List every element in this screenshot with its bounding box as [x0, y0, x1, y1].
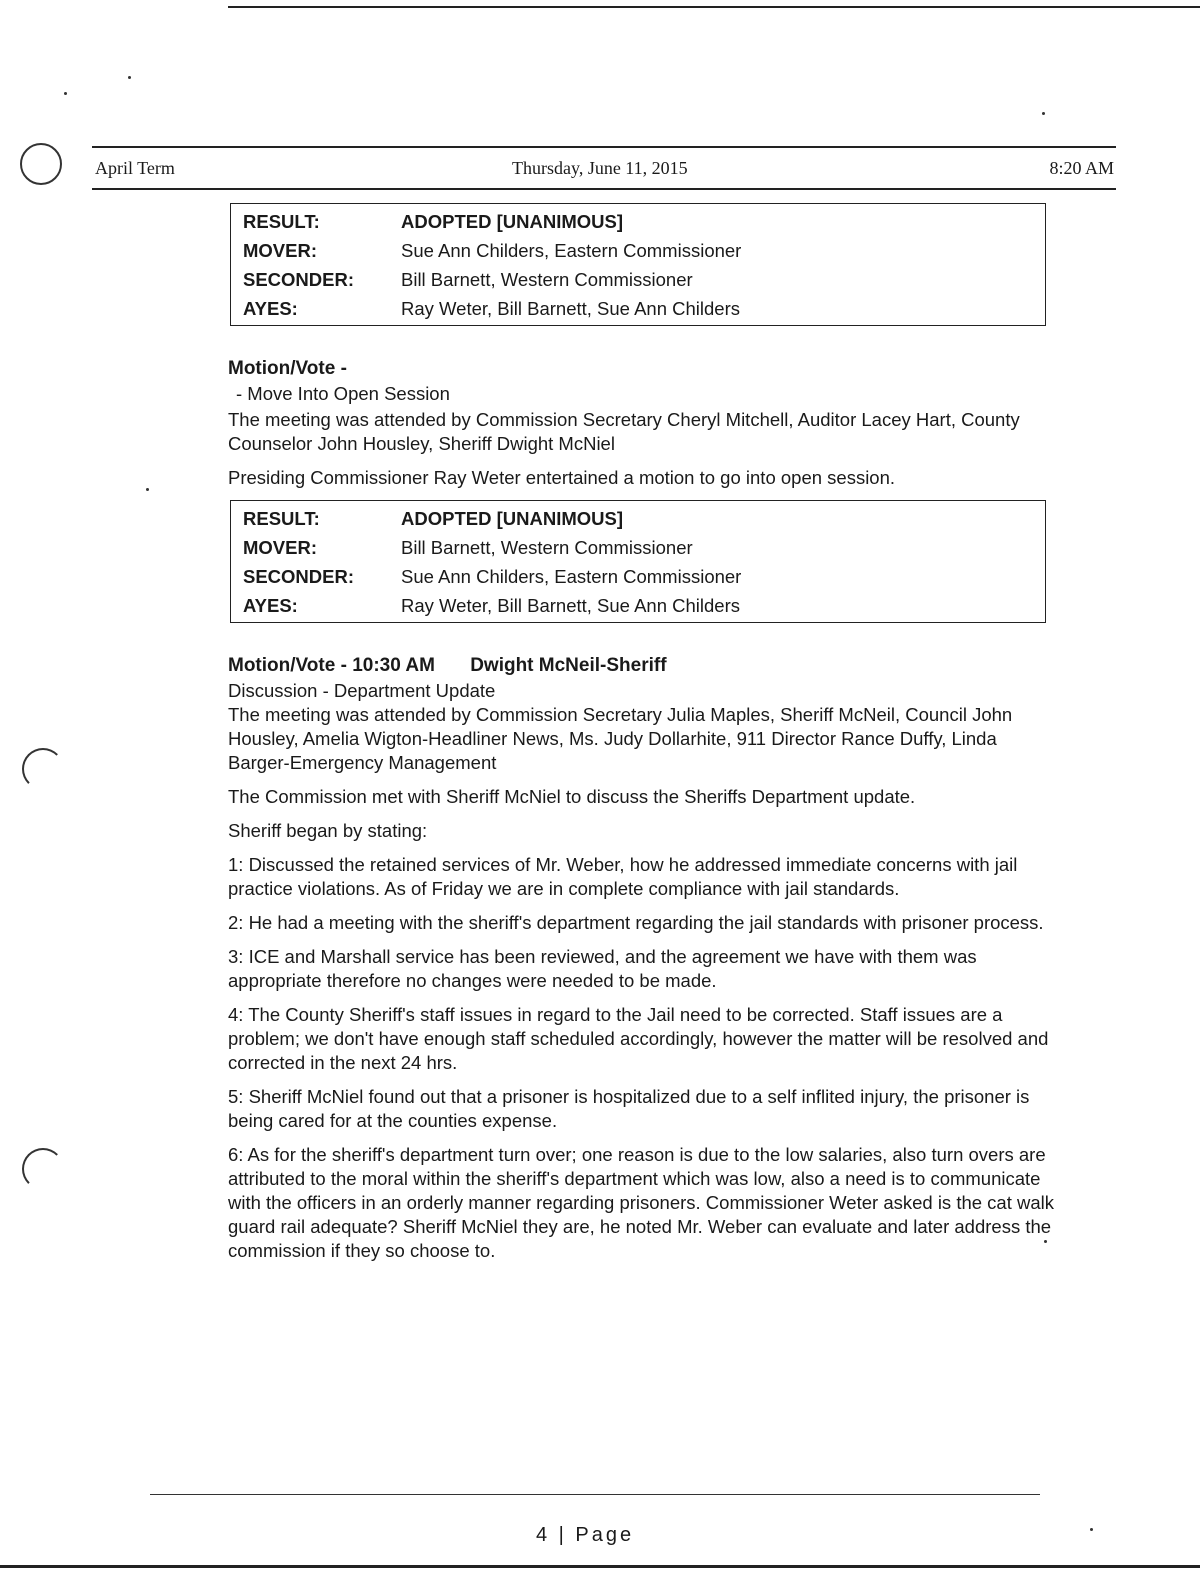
vote-value: ADOPTED [UNANIMOUS]	[401, 210, 623, 232]
vote-key: MOVER:	[243, 239, 317, 261]
scan-speck	[1042, 112, 1045, 115]
header-bottom-rule	[92, 188, 1116, 190]
numbered-item: 2: He had a meeting with the sheriff's department regarding the jail standards with prisoner process.	[228, 912, 1044, 933]
scan-speck	[128, 76, 131, 79]
vote-key: MOVER:	[243, 536, 317, 558]
vote-value: Sue Ann Childers, Eastern Commissioner	[401, 239, 742, 261]
vote-row-seconder	[243, 265, 1035, 294]
numbered-item: 3: ICE and Marshall service has been reviewed, and the agreement we have with them was appropriate therefore no changes were needed to be made.	[228, 946, 977, 991]
vote-row-ayes	[243, 591, 1035, 620]
vote-row-seconder	[243, 562, 1035, 591]
heading-person: Dwight McNeil-Sheriff	[470, 655, 667, 676]
vote-row-ayes	[243, 294, 1035, 323]
vote-row-mover	[243, 533, 1035, 562]
numbered-item: 4: The County Sheriff's staff issues in regard to the Jail need to be corrected. Staff issues are a problem; we don't have enough staff scheduled accordingly, however the matter will be resolved and corrected in the next 24 hrs.	[228, 1004, 1049, 1073]
discussion-subheading: Discussion - Department Update	[228, 680, 496, 701]
agenda-subitem: - Move Into Open Session	[236, 383, 450, 404]
scan-speck	[1090, 1528, 1093, 1531]
bottom-edge-rule	[0, 1565, 1200, 1568]
vote-value: Ray Weter, Bill Barnett, Sue Ann Childers	[401, 594, 740, 616]
punch-hole	[22, 748, 64, 790]
scan-speck	[64, 92, 67, 95]
page-number: 4 | Page	[536, 1524, 635, 1546]
section-heading	[228, 653, 1060, 679]
document-body	[228, 203, 1060, 1273]
motion-paragraph: Presiding Commissioner Ray Weter entertained a motion to go into open session.	[228, 467, 896, 488]
vote-value: ADOPTED [UNANIMOUS]	[401, 507, 623, 529]
meeting-date: Thursday, June 11, 2015	[512, 158, 688, 178]
vote-value: Bill Barnett, Western Commissioner	[401, 268, 693, 290]
vote-key: RESULT:	[243, 210, 320, 232]
vote-value: Bill Barnett, Western Commissioner	[401, 536, 693, 558]
vote-key: SECONDER:	[243, 565, 355, 587]
vote-result-box-2	[230, 500, 1046, 623]
scan-speck	[146, 488, 149, 491]
top-edge-rule	[228, 6, 1200, 8]
vote-key: AYES:	[243, 297, 298, 319]
page-header	[92, 146, 1116, 192]
attendance-paragraph: The meeting was attended by Commission Secretary Julia Maples, Sheriff McNeil, Council John Housley, Amelia Wigton-Headliner News, Ms. Judy Dollarhite, 911 Director Rance Duffy, Linda Barger-Emergency Management	[228, 704, 1013, 773]
meeting-time: 8:20 AM	[1049, 158, 1114, 178]
heading-label: Motion/Vote -	[228, 655, 347, 676]
term-label: April Term	[95, 158, 175, 178]
vote-row-result	[243, 504, 1035, 533]
heading-time: 10:30 AM	[352, 655, 435, 676]
vote-key: AYES:	[243, 594, 298, 616]
header-top-rule	[92, 146, 1116, 148]
punch-hole	[22, 1148, 64, 1190]
attendance-paragraph: The meeting was attended by Commission Secretary Cheryl Mitchell, Auditor Lacey Hart, County Counselor John Housley, Sheriff Dwight McNiel	[228, 409, 1020, 454]
intro-paragraph: The Commission met with Sheriff McNiel to discuss the Sheriffs Department update.	[228, 786, 916, 807]
vote-result-box-1	[230, 203, 1046, 326]
vote-row-mover	[243, 236, 1035, 265]
vote-value: Ray Weter, Bill Barnett, Sue Ann Childers	[401, 297, 740, 319]
section-heading: Motion/Vote -	[228, 358, 347, 379]
numbered-item: 5: Sheriff McNiel found out that a prisoner is hospitalized due to a self inflited injury, the prisoner is being cared for at the counties expense.	[228, 1086, 1030, 1131]
numbered-item: 6: As for the sheriff's department turn over; one reason is due to the low salaries, also turn overs are attributed to the moral within the sheriff's department which was low, also a need is to communicate with the officers in an orderly manner regarding prisoners. Commissioner Weter asked is the cat walk guard rail adequate? Sheriff McNiel they are, he noted Mr. Weber can evaluate and later address the commission if they so choose to.	[228, 1144, 1055, 1261]
vote-key: SECONDER:	[243, 268, 355, 290]
vote-value: Sue Ann Childers, Eastern Commissioner	[401, 565, 742, 587]
punch-hole	[20, 143, 62, 185]
vote-key: RESULT:	[243, 507, 320, 529]
numbered-item: 1: Discussed the retained services of Mr. Weber, how he addressed immediate concerns with jail practice violations. As of Friday we are in complete compliance with jail standards.	[228, 854, 1018, 899]
began-paragraph: Sheriff began by stating:	[228, 820, 428, 841]
vote-row-result	[243, 207, 1035, 236]
footer-rule	[150, 1494, 1040, 1495]
